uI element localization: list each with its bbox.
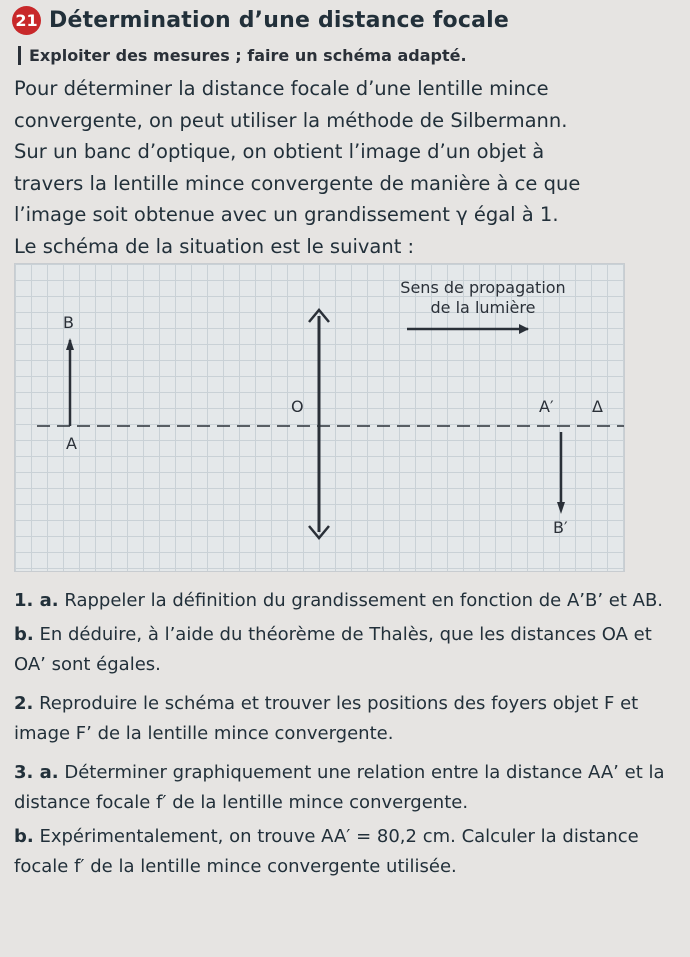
intro-line: Pour déterminer la distance focale d’une lentille mince xyxy=(14,77,549,100)
intro-line: travers la lentille mince convergente de manière à ce que xyxy=(14,171,581,195)
question-number: b. xyxy=(14,624,34,645)
label-delta: Δ xyxy=(592,397,603,416)
intro-line: convergente, on peut utiliser la méthode de Silbermann. xyxy=(14,108,568,132)
exercise-header xyxy=(12,6,509,35)
label-b-prime: B′ xyxy=(553,518,568,537)
subtitle-bar xyxy=(18,46,21,65)
question-text: Expérimentalement, on trouve AA′ = 80,2 cm. Calculer la distance focale f′ de la lentille mince convergente utilisée. xyxy=(14,826,639,877)
label-a-prime: A′ xyxy=(539,397,554,416)
intro-line: l’image soit obtenue avec un grandissement γ égal à 1. xyxy=(14,203,559,226)
optics-diagram xyxy=(14,263,625,572)
intro-paragraph xyxy=(14,73,682,262)
question-1b xyxy=(14,620,682,680)
light-direction-line-1: Sens de propagation xyxy=(400,278,566,297)
object-arrowhead xyxy=(66,338,74,350)
question-text: Déterminer graphiquement une relation entre la distance AA’ et la distance focale f′ de la lentille mince convergente. xyxy=(14,762,665,813)
exercise-subtitle: Exploiter des mesures ; faire un schéma adapté. xyxy=(29,46,467,65)
intro-line: Sur un banc d’optique, on obtient l’image d’un objet à xyxy=(14,140,545,163)
question-number: b. xyxy=(14,826,34,847)
label-a: A xyxy=(66,434,77,453)
question-1a xyxy=(14,586,682,616)
exercise-title: Détermination d’une distance focale xyxy=(49,8,510,33)
exercise-subtitle-row xyxy=(18,46,467,65)
question-2 xyxy=(14,689,682,749)
light-direction-line-2: de la lumière xyxy=(430,298,536,317)
question-text: Rappeler la définition du grandissement en fonction de A’B’ et AB. xyxy=(58,590,664,611)
light-direction-label xyxy=(377,278,589,318)
question-text: Reproduire le schéma et trouver les positions des foyers objet F et image F’ de la lentille mince convergente. xyxy=(14,693,639,744)
exercise-number-badge: 21 xyxy=(12,6,41,35)
question-3a xyxy=(14,758,682,818)
label-o: O xyxy=(291,397,304,416)
question-number: 2. xyxy=(14,693,34,714)
questions-section xyxy=(14,586,682,891)
question-3b xyxy=(14,822,682,882)
intro-line: Le schéma de la situation est le suivant : xyxy=(14,234,415,258)
question-number: 1. a. xyxy=(14,590,59,611)
question-number: 3. a. xyxy=(14,762,59,783)
image-arrowhead xyxy=(557,502,565,514)
question-text: En déduire, à l’aide du théorème de Thalès, que les distances OA et OA’ sont égales. xyxy=(14,624,652,675)
label-b: B xyxy=(63,313,74,332)
